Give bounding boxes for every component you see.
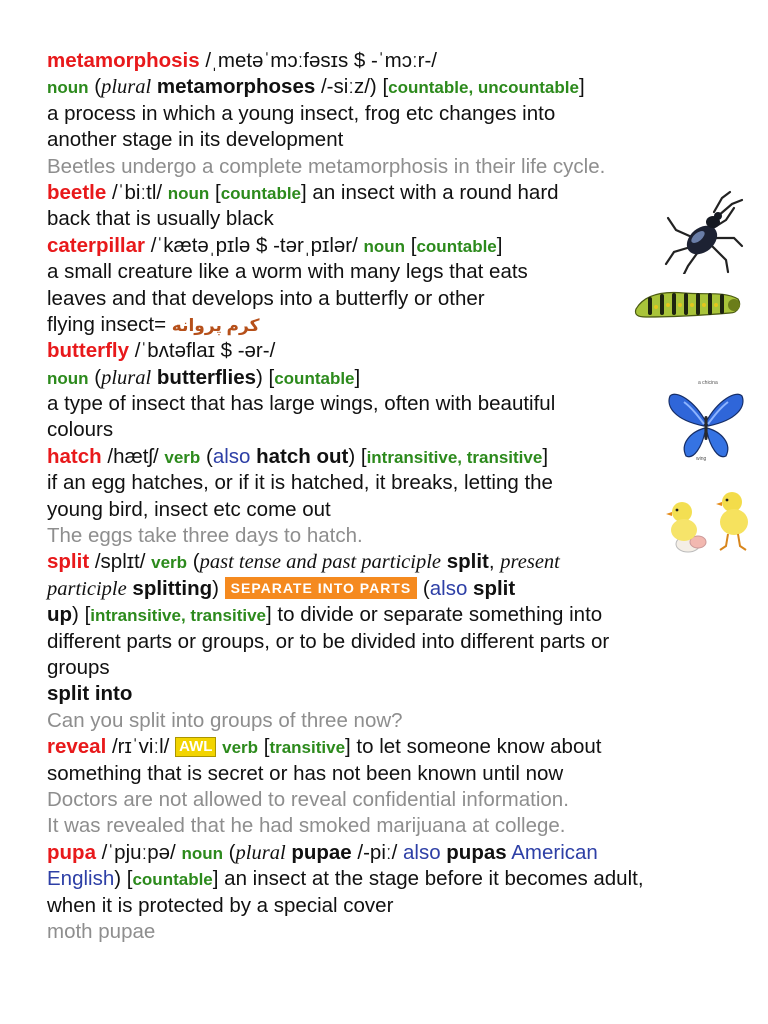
headword: reveal <box>47 735 107 759</box>
butterfly-illustration <box>664 388 748 462</box>
part-of-speech: noun <box>363 236 406 256</box>
entry-butterfly-header <box>47 338 727 364</box>
headword: caterpillar <box>47 233 145 257</box>
part-of-speech: noun <box>47 78 89 98</box>
example-sentence: It was revealed that he had smoked marijuana at college. <box>47 814 566 838</box>
definition: different parts or groups, or to be divided into different parts or <box>47 629 610 653</box>
pronunciation: /rɪˈviːl/ <box>106 735 176 759</box>
variant-form: hatch out <box>250 444 349 468</box>
pronunciation: /ˈkætəˌpɪlə $ -tərˌpɪlər/ <box>145 233 364 257</box>
entry-reveal: reveal /rɪˈviːl/ AWL verb [transitive] to let someone know about <box>47 735 602 759</box>
caterpillar-illustration <box>632 283 744 323</box>
region-label: American <box>506 840 598 864</box>
example-sentence: The eggs take three days to hatch. <box>47 524 363 548</box>
pronunciation: /splɪt/ <box>89 550 152 574</box>
definition: leaves and that develops into a butterfly or other <box>47 286 485 310</box>
butterfly-figure <box>664 380 748 462</box>
definition: something that is secret or has not been known until now <box>47 761 564 785</box>
definition: colours <box>47 418 114 442</box>
pronunciation: /ˌmetəˈmɔːfəsɪs $ -ˈmɔːr-/ <box>199 49 438 72</box>
entry-hatch: hatch /hætʃ/ verb (also hatch out) [intransitive, transitive] <box>47 444 549 468</box>
part-of-speech: noun <box>47 368 89 388</box>
image-caption: wing <box>696 456 707 462</box>
plural-form: pupae <box>285 840 352 864</box>
also-label: also <box>402 840 441 864</box>
entry-pupa-header: pupa /ˈpjuːpə/ noun (plural pupae /-piː/ also pupas American <box>47 840 598 864</box>
definition: back that is usually black <box>47 207 274 231</box>
entry-caterpillar: caterpillar /ˈkætəˌpɪlə $ -tərˌpɪlər/ noun [countable] <box>47 233 503 257</box>
beetle-illustration <box>664 190 744 274</box>
grammar-code: countable <box>220 183 302 203</box>
definition: an insect with a round hard <box>306 180 559 204</box>
pronunciation: /ˈpjuːpə/ <box>95 840 182 864</box>
grammar-code: countable <box>274 368 355 388</box>
variant-form: pupas <box>440 840 507 864</box>
pronunciation: /hætʃ/ <box>101 444 165 468</box>
plural-label: plural <box>101 366 152 389</box>
headword: beetle <box>47 180 107 204</box>
grammar-code: countable <box>416 236 497 256</box>
entry-split-grammar: up) [intransitive, transitive] to divide or separate something into <box>47 603 603 627</box>
definition: a small creature like a worm with many legs that eats <box>47 260 528 284</box>
definition: to divide or separate something into <box>271 603 603 627</box>
definition: flying insect= کرم پروانه <box>47 312 260 336</box>
example-sentence: Doctors are not allowed to reveal confidential information. <box>47 787 569 811</box>
definition: groups <box>47 655 110 679</box>
image-caption: a chicina <box>698 380 718 386</box>
grammar-code: countable <box>132 870 213 890</box>
awl-badge: AWL <box>175 737 216 757</box>
headword: hatch <box>47 444 102 468</box>
definition: a process in which a young insect, frog etc changes into <box>47 101 556 125</box>
pronunciation: /ˈbʌtəflaɪ $ -ər-/ <box>129 339 276 363</box>
grammar-code: transitive <box>269 738 346 758</box>
definition: another stage in its development <box>47 128 344 152</box>
part-of-speech: noun <box>167 183 210 203</box>
also-label: also <box>212 444 251 468</box>
headword: butterfly <box>47 339 129 363</box>
plural-form: butterflies <box>151 365 256 389</box>
present-label: present <box>500 551 560 574</box>
part-of-speech: verb <box>151 553 188 573</box>
variant-form: up <box>47 603 73 627</box>
pronunciation: /ˈbiːtl/ <box>106 180 168 204</box>
plural-form: metamorphoses <box>151 75 316 99</box>
entry-split-header: split /splɪt/ verb (past tense and past participle split, present <box>47 550 560 574</box>
entry-split-forms: participle splitting) SEPARATE INTO PARTS (also split <box>47 576 516 600</box>
definition: a type of insect that has large wings, often with beautiful <box>47 392 556 416</box>
part-of-speech: verb <box>222 738 259 758</box>
example-sentence: moth pupae <box>47 919 156 943</box>
headword: split <box>47 550 90 574</box>
part-of-speech: verb <box>164 447 201 467</box>
definition: young bird, insect etc come out <box>47 497 331 521</box>
entry-butterfly-grammar: noun (plural butterflies) [countable] <box>47 365 361 389</box>
plural-label: plural <box>101 76 152 99</box>
also-label: also <box>429 576 468 600</box>
dictionary-entries <box>47 48 727 945</box>
region-label: English <box>47 867 115 891</box>
part-of-speech: noun <box>181 843 223 863</box>
definition: when it is protected by a special cover <box>47 893 394 917</box>
hatching-chicks-illustration <box>662 486 754 556</box>
plural-label: plural <box>235 841 286 864</box>
entry-metamorphosis-grammar: noun (plural metamorphoses /-siːz/) [countable, uncountable] <box>47 75 585 99</box>
grammar-code: intransitive, transitive <box>366 447 543 467</box>
sense-signpost: SEPARATE INTO PARTS <box>225 577 418 599</box>
past-label: past tense and past participle <box>199 551 442 574</box>
persian-translation: کرم پروانه <box>171 315 260 335</box>
cross-reference-link[interactable]: butterfly <box>335 286 409 310</box>
headword: metamorphosis <box>47 49 200 72</box>
example-sentence: Beetles undergo a complete metamorphosis in their life cycle. <box>47 154 606 178</box>
past-form: split <box>441 550 489 574</box>
present-label: participle <box>47 577 127 600</box>
entry-pupa-grammar: English) [countable] an insect at the stage before it becomes adult, <box>47 867 644 891</box>
definition: to let someone know about <box>350 735 602 759</box>
headword: pupa <box>47 840 96 864</box>
phrasal-verb: split into <box>47 682 133 706</box>
example-sentence: Can you split into groups of three now? <box>47 708 403 732</box>
grammar-code: countable, uncountable <box>388 78 579 98</box>
variant-form: split <box>467 576 516 600</box>
present-form: splitting <box>126 576 213 600</box>
grammar-code: intransitive, transitive <box>90 606 266 626</box>
entry-metamorphosis-header <box>47 48 727 74</box>
entry-beetle: beetle /ˈbiːtl/ noun [countable] an insect with a round hard <box>47 180 559 204</box>
definition: if an egg hatches, or if it is hatched, it breaks, letting the <box>47 471 553 495</box>
definition: an insect at the stage before it becomes adult, <box>218 867 644 891</box>
